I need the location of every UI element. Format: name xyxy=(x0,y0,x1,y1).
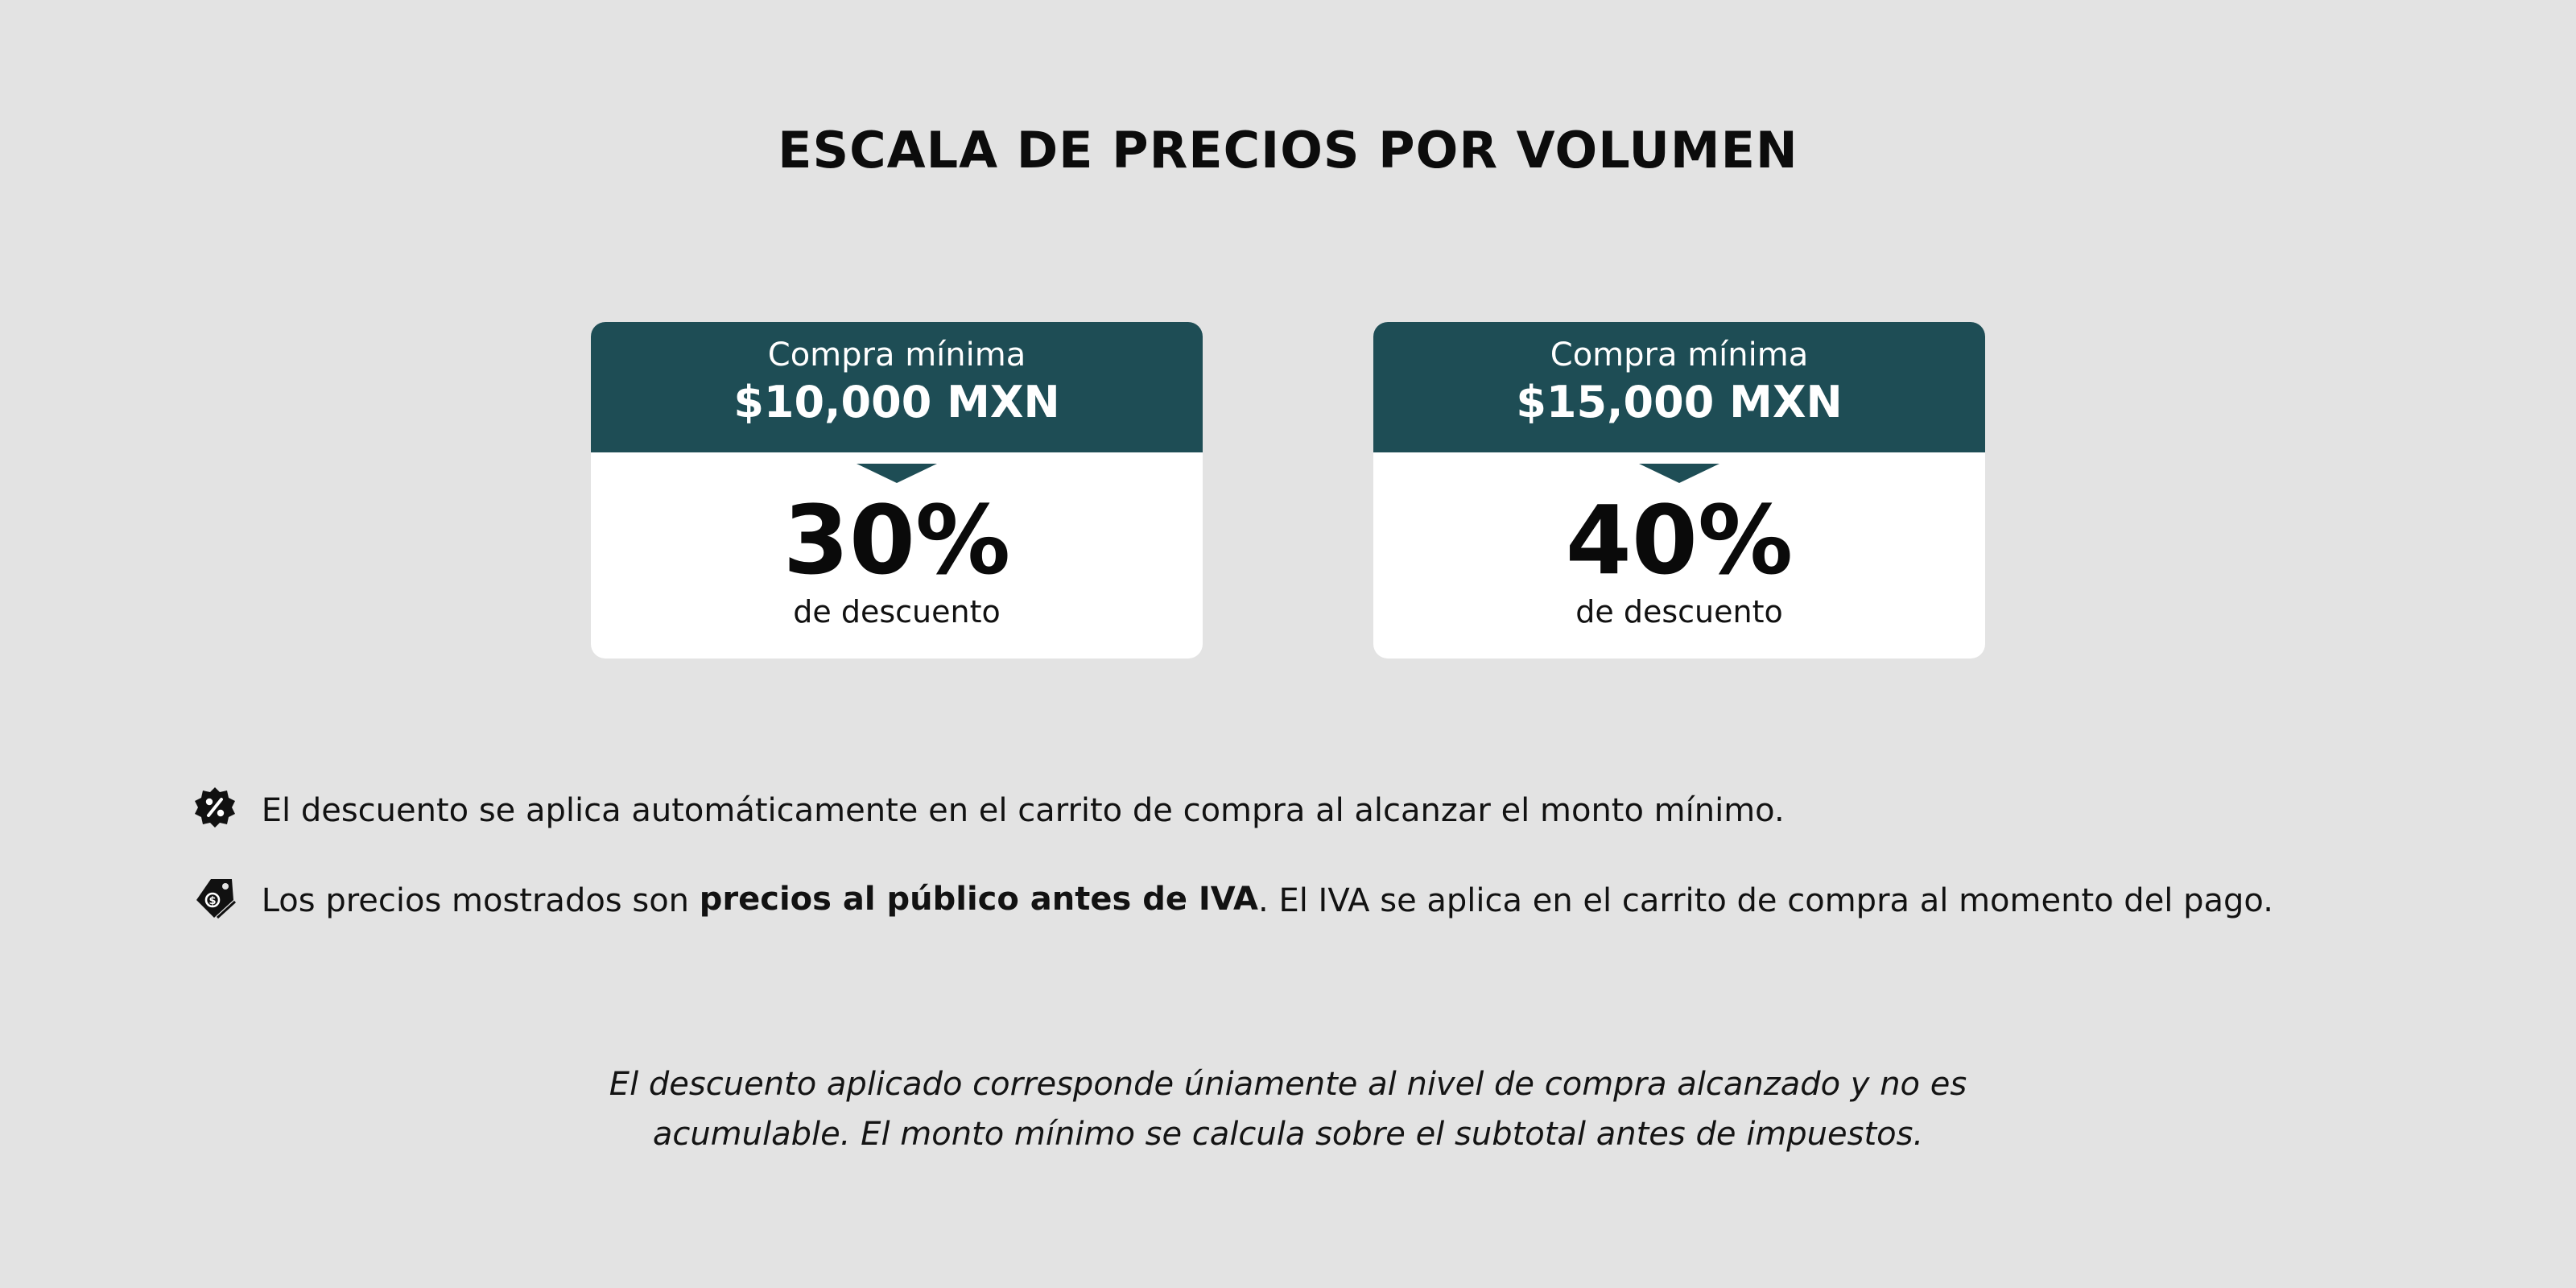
tier-card-10000 xyxy=(591,322,1203,658)
tier-card-15000 xyxy=(1373,322,1985,658)
footnote-line: El descuento aplicado corresponde úniamente al nivel de compra alcanzado y no es xyxy=(609,1066,1967,1103)
tier-amount: $15,000 MXN xyxy=(1516,377,1843,427)
tier-amount: $10,000 MXN xyxy=(733,377,1060,427)
chevron-down-icon xyxy=(1639,464,1719,483)
price-tag-icon xyxy=(193,876,237,919)
note-text-end: . El IVA se aplica en el carrito de compra al momento del pago. xyxy=(1258,882,2273,919)
tier-card-header xyxy=(1373,322,1985,452)
chevron-down-icon xyxy=(857,464,937,483)
percent-badge-icon xyxy=(193,786,237,829)
tier-card-header xyxy=(591,322,1203,452)
tier-discount-caption: de descuento xyxy=(793,594,1001,630)
svg-text:$: $ xyxy=(208,895,217,907)
note-text-emphasis: precios al público antes de IVA xyxy=(699,881,1259,918)
note-text-start: Los precios mostrados son xyxy=(261,882,700,919)
footnote xyxy=(0,1059,2576,1159)
tier-discount-percent: 40% xyxy=(1565,485,1794,596)
note-auto-discount xyxy=(193,789,1785,832)
page-title: ESCALA DE PRECIOS POR VOLUMEN xyxy=(778,121,1798,180)
footnote-line: acumulable. El monto mínimo se calcula sobre el subtotal antes de impuestos. xyxy=(652,1116,1924,1153)
tier-label: Compra mínima xyxy=(1550,336,1809,374)
note-text: El descuento se aplica automáticamente en el carrito de compra al alcanzar el monto mínimo. xyxy=(261,792,1785,829)
tier-label: Compra mínima xyxy=(767,336,1026,374)
note-prices-before-tax xyxy=(193,879,2273,923)
tier-discount-percent: 30% xyxy=(782,485,1011,596)
tier-discount-caption: de descuento xyxy=(1575,594,1783,630)
